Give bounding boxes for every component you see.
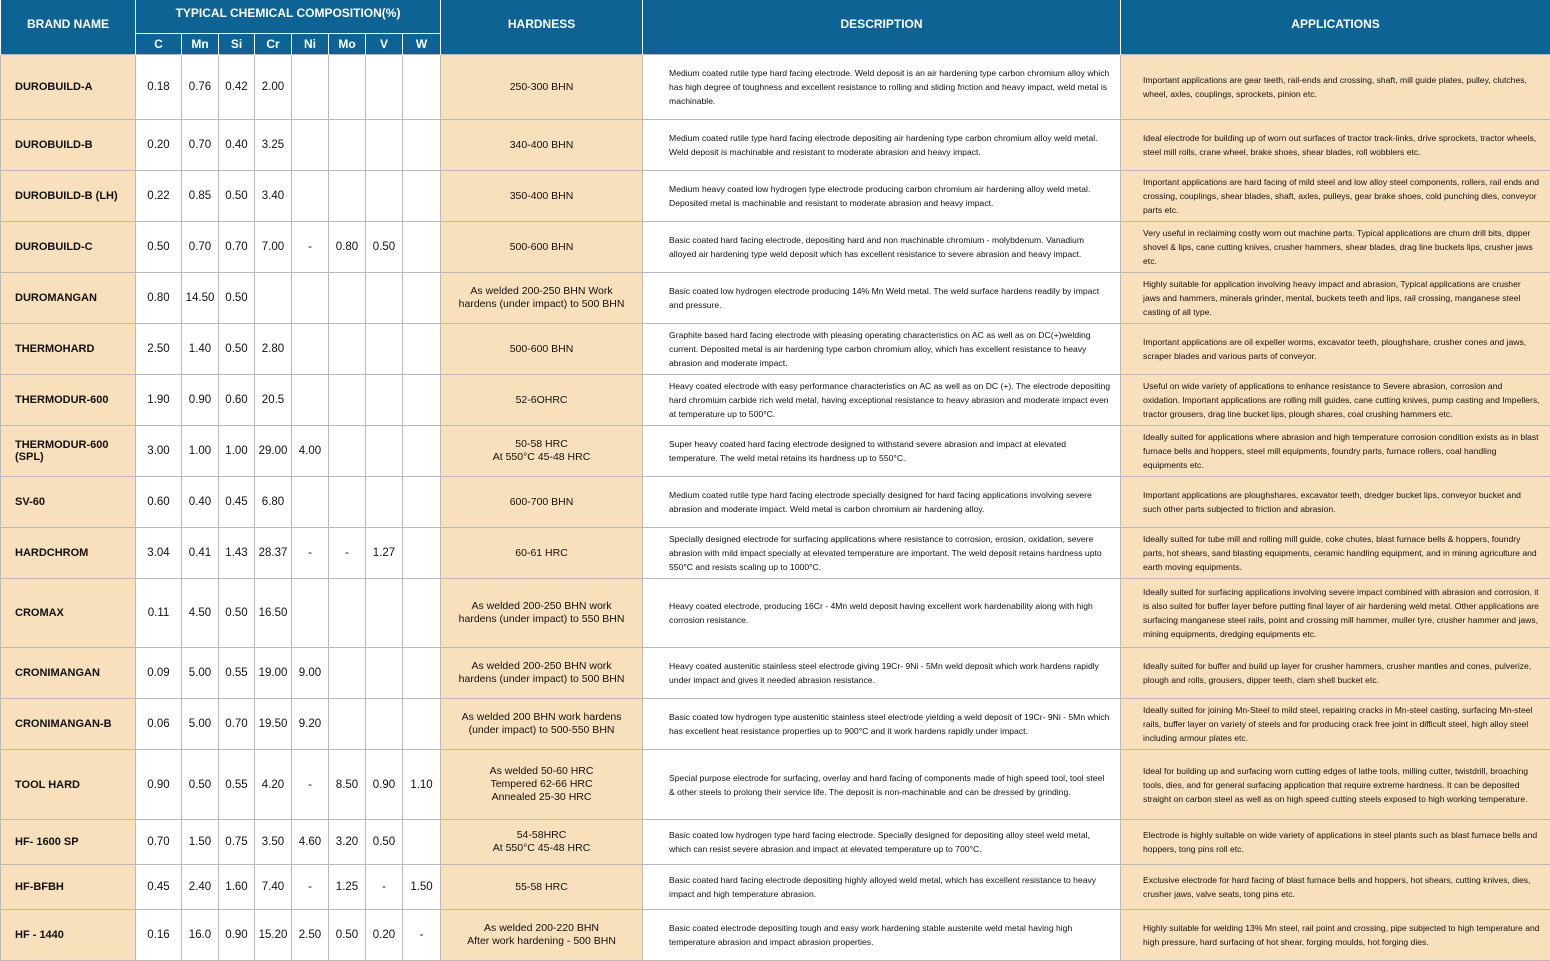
composition-ni-cell: 4.00 — [292, 426, 329, 477]
description-cell: Basic coated low hydrogen electrode producing 14% Mn Weld metal. The weld surface hardens readily by impact and pressure. — [643, 273, 1121, 324]
hardness-line: As welded 200-250 BHN Work — [447, 285, 636, 298]
composition-w-cell — [403, 171, 441, 222]
composition-ni-cell — [292, 55, 329, 120]
composition-ni-cell — [292, 579, 329, 648]
hardness-line: At 550°C 45-48 HRC — [447, 842, 636, 855]
composition-si-cell: 0.70 — [219, 699, 255, 750]
composition-ni-cell — [292, 375, 329, 426]
composition-w-cell: 1.50 — [403, 865, 441, 910]
brand-name-cell: DUROBUILD-C — [1, 222, 136, 273]
composition-mn-cell: 1.50 — [182, 820, 219, 865]
applications-cell: Electrode is highly suitable on wide variety of applications in steel plants such as blast furnace bells and hoppers, tong pins roll etc. — [1121, 820, 1550, 865]
hardness-cell — [441, 750, 643, 820]
composition-c-cell: 0.18 — [136, 55, 182, 120]
composition-mn-cell: 0.40 — [182, 477, 219, 528]
composition-mo-cell — [329, 375, 366, 426]
header-composition: TYPICAL CHEMICAL COMPOSITION(%) — [136, 0, 441, 34]
hardness-line: As welded 200-250 BHN work — [447, 660, 636, 673]
composition-v-cell — [366, 324, 403, 375]
composition-mn-cell: 5.00 — [182, 648, 219, 699]
composition-cr-cell: 15.20 — [255, 910, 292, 961]
brand-name-cell: HARDCHROM — [1, 528, 136, 579]
composition-si-cell: 0.55 — [219, 750, 255, 820]
brand-name-cell: CROMAX — [1, 579, 136, 648]
composition-mo-cell — [329, 648, 366, 699]
composition-w-cell — [403, 120, 441, 171]
composition-w-cell: - — [403, 910, 441, 961]
composition-w-cell — [403, 820, 441, 865]
table-row — [1, 579, 1550, 648]
hardness-line: hardens (under impact) to 500 BHN — [447, 673, 636, 686]
composition-v-cell: 0.90 — [366, 750, 403, 820]
brand-name-cell: TOOL HARD — [1, 750, 136, 820]
composition-c-cell: 3.04 — [136, 528, 182, 579]
composition-mo-cell — [329, 55, 366, 120]
table-row — [1, 865, 1550, 910]
header-element-cr: Cr — [255, 34, 292, 55]
brand-name-cell: THERMODUR-600 (SPL) — [1, 426, 136, 477]
applications-cell: Important applications are ploughshares, excavator teeth, dredger bucket lips, conveyor bucket and such other parts subjected to friction and abrasion. — [1121, 477, 1550, 528]
description-cell: Specially designed electrode for surfacing applications where resistance to corrosion, erosion, oxidation, severe abrasion with mild impact specially at elevated temperature are important. The weld deposit retains hardness upto 550°C and resists scaling up to 1000°C. — [643, 528, 1121, 579]
hardness-cell — [441, 222, 643, 273]
brand-name-cell: HF-BFBH — [1, 865, 136, 910]
description-cell: Medium coated rutile type hard facing electrode depositing air hardening type carbon chromium alloy weld metal. Weld deposit is machinable and resistant to moderate abrasion and heavy impact. — [643, 120, 1121, 171]
hardness-line: After work hardening - 500 BHN — [447, 935, 636, 948]
applications-cell: Useful on wide variety of applications to enhance resistance to Severe abrasion, corrosion and oxidation. Important applications are rolling mill guides, cane cutting knives, pump casting and Impellers, tractor grousers, drag line bucket lips, plough shares, coal crushing hammers etc. — [1121, 375, 1550, 426]
composition-c-cell: 0.06 — [136, 699, 182, 750]
composition-w-cell — [403, 273, 441, 324]
applications-cell: Ideally suited for applications where abrasion and high temperature corrosion condition exists as in blast furnace bells and hoppers, steel mill equipments, foundry parts, furnace rollers, coal handling equipments etc. — [1121, 426, 1550, 477]
composition-mn-cell: 0.50 — [182, 750, 219, 820]
composition-ni-cell — [292, 171, 329, 222]
brand-name-cell: DUROBUILD-B — [1, 120, 136, 171]
table-row — [1, 820, 1550, 865]
description-cell: Basic coated low hydrogen type austenitic stainless steel electrode yielding a weld deposit of 19Cr- 9Ni - 5Mn which has excellent heat resistance properties up to 900°C and it work hardens rapidly under impact. — [643, 699, 1121, 750]
hardness-cell — [441, 375, 643, 426]
composition-w-cell — [403, 528, 441, 579]
composition-ni-cell — [292, 477, 329, 528]
table-body — [1, 55, 1550, 961]
composition-mn-cell: 16.0 — [182, 910, 219, 961]
composition-mn-cell: 0.70 — [182, 222, 219, 273]
applications-cell: Exclusive electrode for hard facing of blast furnace bells and hoppers, hot shears, cutting knives, dies, crusher jaws, valve seats, tong pins etc. — [1121, 865, 1550, 910]
composition-mn-cell: 14.50 — [182, 273, 219, 324]
composition-w-cell: 1.10 — [403, 750, 441, 820]
description-cell: Basic coated hard facing electrode depositing highly alloyed weld metal, which has excellent resistance to heavy impact and high temperature abrasion. — [643, 865, 1121, 910]
composition-cr-cell: 3.25 — [255, 120, 292, 171]
composition-c-cell: 3.00 — [136, 426, 182, 477]
composition-si-cell: 0.50 — [219, 579, 255, 648]
header-element-v: V — [366, 34, 403, 55]
hardness-line: 54-58HRC — [447, 829, 636, 842]
composition-ni-cell: - — [292, 222, 329, 273]
brand-name-cell: DUROMANGAN — [1, 273, 136, 324]
composition-si-cell: 0.90 — [219, 910, 255, 961]
hardness-line: As welded 200-220 BHN — [447, 922, 636, 935]
applications-cell: Ideally suited for buffer and build up layer for crusher hammers, crusher mantles and cones, pulverize, plough and rolls, grousers, dipper teeth, clam shell bucket etc. — [1121, 648, 1550, 699]
brand-name-cell: SV-60 — [1, 477, 136, 528]
header-element-w: W — [403, 34, 441, 55]
hardness-line: 500-600 BHN — [447, 343, 636, 356]
description-cell: Heavy coated electrode, producing 16Cr - 4Mn weld deposit having excellent work hardenability along with high corrosion resistance. — [643, 579, 1121, 648]
composition-v-cell — [366, 120, 403, 171]
composition-mo-cell: 0.80 — [329, 222, 366, 273]
brand-name-cell: DUROBUILD-A — [1, 55, 136, 120]
table-row — [1, 222, 1550, 273]
composition-mn-cell: 0.41 — [182, 528, 219, 579]
hardness-cell — [441, 820, 643, 865]
composition-c-cell: 0.20 — [136, 120, 182, 171]
header-element-mn: Mn — [182, 34, 219, 55]
composition-si-cell: 0.70 — [219, 222, 255, 273]
composition-cr-cell: 3.40 — [255, 171, 292, 222]
composition-mo-cell — [329, 324, 366, 375]
composition-mo-cell — [329, 426, 366, 477]
composition-cr-cell — [255, 273, 292, 324]
table-row — [1, 171, 1550, 222]
composition-cr-cell: 3.50 — [255, 820, 292, 865]
composition-w-cell — [403, 55, 441, 120]
composition-v-cell — [366, 648, 403, 699]
composition-mn-cell: 0.70 — [182, 120, 219, 171]
composition-mo-cell — [329, 273, 366, 324]
hardness-line: At 550°C 45-48 HRC — [447, 451, 636, 464]
header-brand-name: BRAND NAME — [1, 0, 136, 55]
composition-si-cell: 1.60 — [219, 865, 255, 910]
brand-name-cell: CRONIMANGAN-B — [1, 699, 136, 750]
hardness-line: Tempered 62-66 HRC — [447, 778, 636, 791]
composition-c-cell: 0.90 — [136, 750, 182, 820]
header-description: DESCRIPTION — [643, 0, 1121, 55]
hardness-cell — [441, 648, 643, 699]
header-element-si: Si — [219, 34, 255, 55]
composition-mn-cell: 0.76 — [182, 55, 219, 120]
header-applications: APPLICATIONS — [1121, 0, 1550, 55]
composition-v-cell — [366, 375, 403, 426]
composition-v-cell: 0.50 — [366, 222, 403, 273]
description-cell: Medium coated rutile type hard facing electrode. Weld deposit is an air hardening type carbon chromium alloy which has high degree of toughness and excellent resistance to rolling and sliding friction and heavy impact, weld metal is machinable. — [643, 55, 1121, 120]
composition-cr-cell: 16.50 — [255, 579, 292, 648]
composition-mo-cell: 0.50 — [329, 910, 366, 961]
hardness-cell — [441, 426, 643, 477]
composition-v-cell — [366, 699, 403, 750]
composition-si-cell: 0.50 — [219, 171, 255, 222]
composition-si-cell: 0.60 — [219, 375, 255, 426]
composition-ni-cell: - — [292, 865, 329, 910]
composition-cr-cell: 19.00 — [255, 648, 292, 699]
composition-c-cell: 1.90 — [136, 375, 182, 426]
composition-cr-cell: 7.00 — [255, 222, 292, 273]
hardness-line: 55-58 HRC — [447, 881, 636, 894]
composition-mo-cell: - — [329, 528, 366, 579]
header-element-c: C — [136, 34, 182, 55]
description-cell: Medium heavy coated low hydrogen type electrode producing carbon chromium air hardening alloy weld metal. Deposited metal is machinable and resistant to moderate abrasion and heavy impact. — [643, 171, 1121, 222]
composition-c-cell: 0.70 — [136, 820, 182, 865]
composition-mo-cell: 3.20 — [329, 820, 366, 865]
composition-cr-cell: 4.20 — [255, 750, 292, 820]
hardness-cell — [441, 910, 643, 961]
hardness-line: As welded 200 BHN work hardens — [447, 711, 636, 724]
composition-cr-cell: 20.5 — [255, 375, 292, 426]
composition-v-cell — [366, 579, 403, 648]
brand-name-cell: HF - 1440 — [1, 910, 136, 961]
composition-ni-cell: 9.20 — [292, 699, 329, 750]
description-cell: Special purpose electrode for surfacing, overlay and hard facing of components made of high speed tool, tool steel & other steels to prolong their service life. The deposit is non-machinable and can be dressed by grinding. — [643, 750, 1121, 820]
hardness-line: hardens (under impact) to 550 BHN — [447, 613, 636, 626]
composition-w-cell — [403, 699, 441, 750]
composition-v-cell — [366, 171, 403, 222]
composition-mn-cell: 0.90 — [182, 375, 219, 426]
composition-w-cell — [403, 222, 441, 273]
composition-c-cell: 0.22 — [136, 171, 182, 222]
description-cell: Basic coated hard facing electrode, depositing hard and non machinable chromium - molybdenum. Vanadium alloyed air hardening type weld deposit which has excellent resistance to severe abrasion and heavy impact. — [643, 222, 1121, 273]
composition-mn-cell: 1.40 — [182, 324, 219, 375]
hardness-line: 52-6OHRC — [447, 394, 636, 407]
applications-cell: Ideal for building up and surfacing worn cutting edges of lathe tools, milling cutter, twistdrill, broaching tools, dies, and for general surfacing application that require extreme hardness. It can be deposited straight on carbon steel as well as on high speed cutting steels exposed to high working temperature. — [1121, 750, 1550, 820]
composition-si-cell: 0.45 — [219, 477, 255, 528]
hardness-cell — [441, 171, 643, 222]
hardness-cell — [441, 699, 643, 750]
hardness-cell — [441, 865, 643, 910]
hardness-cell — [441, 273, 643, 324]
applications-cell: Important applications are hard facing of mild steel and low alloy steel components, rollers, rail ends and crossing, couplings, shear blades, shaft, axles, pulleys, gear brake shoes, cold punching dies, conveyor parts etc. — [1121, 171, 1550, 222]
brand-name-cell: THERMOHARD — [1, 324, 136, 375]
header-hardness: HARDNESS — [441, 0, 643, 55]
table-row — [1, 55, 1550, 120]
table-row — [1, 648, 1550, 699]
description-cell: Graphite based hard facing electrode with pleasing operating characteristics on AC as well as on DC(+)welding current. Deposited metal is air hardening type carbon chromium alloy, which has excellent resistance to heavy abrasion and moderate impact. — [643, 324, 1121, 375]
description-cell: Super heavy coated hard facing electrode designed to withstand severe abrasion and impact at elevated temperature. The weld metal retains its hardness up to 550°C. — [643, 426, 1121, 477]
composition-w-cell — [403, 426, 441, 477]
composition-ni-cell: 4.60 — [292, 820, 329, 865]
composition-v-cell: 1.27 — [366, 528, 403, 579]
hardness-line: Annealed 25-30 HRC — [447, 791, 636, 804]
header-element-mo: Mo — [329, 34, 366, 55]
hardness-line: 500-600 BHN — [447, 241, 636, 254]
composition-ni-cell — [292, 273, 329, 324]
composition-v-cell — [366, 426, 403, 477]
table-row — [1, 750, 1550, 820]
composition-mo-cell — [329, 120, 366, 171]
hardness-cell — [441, 477, 643, 528]
composition-v-cell: 0.50 — [366, 820, 403, 865]
composition-mn-cell: 4.50 — [182, 579, 219, 648]
hardness-line: 350-400 BHN — [447, 190, 636, 203]
composition-c-cell: 0.50 — [136, 222, 182, 273]
composition-mn-cell: 1.00 — [182, 426, 219, 477]
table-row — [1, 477, 1550, 528]
composition-c-cell: 0.11 — [136, 579, 182, 648]
applications-cell: Important applications are oil expeller worms, excavator teeth, ploughshare, crusher cones and jaws, scraper blades and various parts of conveyor. — [1121, 324, 1550, 375]
composition-c-cell: 0.09 — [136, 648, 182, 699]
hardness-cell — [441, 324, 643, 375]
composition-mo-cell — [329, 699, 366, 750]
composition-c-cell: 0.45 — [136, 865, 182, 910]
table-row — [1, 699, 1550, 750]
hardness-cell — [441, 579, 643, 648]
composition-w-cell — [403, 375, 441, 426]
composition-mo-cell: 1.25 — [329, 865, 366, 910]
composition-c-cell: 0.16 — [136, 910, 182, 961]
brand-name-cell: HF- 1600 SP — [1, 820, 136, 865]
brand-name-cell: THERMODUR-600 — [1, 375, 136, 426]
composition-si-cell: 1.00 — [219, 426, 255, 477]
composition-si-cell: 0.75 — [219, 820, 255, 865]
hardness-cell — [441, 120, 643, 171]
composition-cr-cell: 6.80 — [255, 477, 292, 528]
composition-cr-cell: 29.00 — [255, 426, 292, 477]
table-row — [1, 426, 1550, 477]
hardness-line: As welded 50-60 HRC — [447, 765, 636, 778]
hardness-line: (under impact) to 500-550 BHN — [447, 724, 636, 737]
composition-mo-cell — [329, 171, 366, 222]
composition-v-cell — [366, 55, 403, 120]
composition-w-cell — [403, 648, 441, 699]
composition-cr-cell: 19.50 — [255, 699, 292, 750]
table-row — [1, 120, 1550, 171]
composition-mn-cell: 5.00 — [182, 699, 219, 750]
applications-cell: Ideally suited for surfacing applications involving severe impact combined with abrasion and corrosion, it is also suited for buffer layer before putting final layer of air hardening weld metal. Other applications are surfacing manganese steel rails, point and crossing mill hammer, muller tyre, crusher hammer and jaws, mining equipments, dredging equipments etc. — [1121, 579, 1550, 648]
table-row — [1, 910, 1550, 961]
composition-c-cell: 2.50 — [136, 324, 182, 375]
hardness-line: hardens (under impact) to 500 BHN — [447, 298, 636, 311]
brand-name-cell: DUROBUILD-B (LH) — [1, 171, 136, 222]
description-cell: Basic coated low hydrogen type hard facing electrode. Specially designed for depositing alloy steel weld metal, which can resist severe abrasion and impact at elevated temperature up to 700°C. — [643, 820, 1121, 865]
table-row — [1, 273, 1550, 324]
composition-mo-cell: 8.50 — [329, 750, 366, 820]
applications-cell: Ideally suited for tube mill and rolling mill guide, coke chutes, blast furnace bells & hoppers, foundry parts, hot shears, sand blasting equipments, ceramic handling equipment, and in mining agriculture and earth moving equipments. — [1121, 528, 1550, 579]
composition-si-cell: 0.50 — [219, 324, 255, 375]
hardness-line: As welded 200-250 BHN work — [447, 600, 636, 613]
applications-cell: Very useful in reclaiming costly worn out machine parts. Typical applications are churn drill bits, dipper shovel & lips, cane cutting knives, crusher hammers, shear blades, drag line buckets lips, crusher jaws etc. — [1121, 222, 1550, 273]
applications-cell: Ideal electrode for building up of worn out surfaces of tractor track-links, drive sprockets, tractor wheels, steel mill rolls, crane wheel, brake shoes, shear blades, roll wobblers etc. — [1121, 120, 1550, 171]
composition-ni-cell: - — [292, 528, 329, 579]
composition-si-cell: 0.42 — [219, 55, 255, 120]
composition-mo-cell — [329, 477, 366, 528]
composition-mo-cell — [329, 579, 366, 648]
composition-ni-cell — [292, 324, 329, 375]
composition-v-cell — [366, 477, 403, 528]
composition-w-cell — [403, 324, 441, 375]
description-cell: Heavy coated austenitic stainless steel electrode giving 19Cr- 9Ni - 5Mn weld deposit which work hardens rapidly under impact and gives it needed abrasion resistance. — [643, 648, 1121, 699]
hardness-cell — [441, 528, 643, 579]
composition-c-cell: 0.60 — [136, 477, 182, 528]
composition-v-cell — [366, 273, 403, 324]
header-element-ni: Ni — [292, 34, 329, 55]
composition-cr-cell: 28.37 — [255, 528, 292, 579]
composition-mn-cell: 0.85 — [182, 171, 219, 222]
applications-cell: Highly suitable for welding 13% Mn steel, rail point and crossing, pipe subjected to high temperature and high pressure, hard surfacing of hot shear, forging moulds, hot forging dies. — [1121, 910, 1550, 961]
composition-cr-cell: 2.80 — [255, 324, 292, 375]
composition-mn-cell: 2.40 — [182, 865, 219, 910]
composition-c-cell: 0.80 — [136, 273, 182, 324]
description-cell: Heavy coated electrode with easy performance characteristics on AC as well as on DC (+). The electrode depositing hard chromium carbide rich weld metal, having exceptional resistance to heavy abrasion and moderate impact even at temperature up to 500°C. — [643, 375, 1121, 426]
composition-v-cell: 0.20 — [366, 910, 403, 961]
hardness-line: 60-61 HRC — [447, 547, 636, 560]
description-cell: Basic coated electrode depositing tough and easy work hardening stable austenite weld metal having high temperature abrasion and impact abrasion properties. — [643, 910, 1121, 961]
table-row — [1, 324, 1550, 375]
table-row — [1, 375, 1550, 426]
hardness-line: 600-700 BHN — [447, 496, 636, 509]
composition-ni-cell: 2.50 — [292, 910, 329, 961]
table-row — [1, 528, 1550, 579]
composition-si-cell: 0.55 — [219, 648, 255, 699]
composition-si-cell: 0.50 — [219, 273, 255, 324]
composition-w-cell — [403, 579, 441, 648]
composition-ni-cell — [292, 120, 329, 171]
description-cell: Medium coated rutile type hard facing electrode specially designed for hard facing applications involving severe abrasion and moderate impact. Weld metal is carbon chromium air hardening alloy. — [643, 477, 1121, 528]
composition-si-cell: 1.43 — [219, 528, 255, 579]
hardness-line: 50-58 HRC — [447, 438, 636, 451]
applications-cell: Important applications are gear teeth, rail-ends and crossing, shaft, mill guide plates, pulley, clutches, wheel, axles, couplings, sprockets, pinion etc. — [1121, 55, 1550, 120]
composition-ni-cell: 9.00 — [292, 648, 329, 699]
brand-name-cell: CRONIMANGAN — [1, 648, 136, 699]
hardness-line: 340-400 BHN — [447, 139, 636, 152]
composition-cr-cell: 2.00 — [255, 55, 292, 120]
applications-cell: Highly suitable for application involving heavy impact and abrasion, Typical applications are crusher jaws and hammers, minerals grinder, mental, buckets teeth and lips, rail crossing, manganese steel casting of all type. — [1121, 273, 1550, 324]
applications-cell: Ideally suited for joining Mn-Steel to mild steel, repairing cracks in Mn-steel casting, surfacing Mn-steel rails, buffer layer on variety of steels and for producing crack free joint in difficult steel, high alloy steel including armour plates etc. — [1121, 699, 1550, 750]
composition-w-cell — [403, 477, 441, 528]
composition-si-cell: 0.40 — [219, 120, 255, 171]
composition-ni-cell: - — [292, 750, 329, 820]
composition-cr-cell: 7.40 — [255, 865, 292, 910]
hardness-cell — [441, 55, 643, 120]
hardness-line: 250-300 BHN — [447, 81, 636, 94]
composition-v-cell: - — [366, 865, 403, 910]
